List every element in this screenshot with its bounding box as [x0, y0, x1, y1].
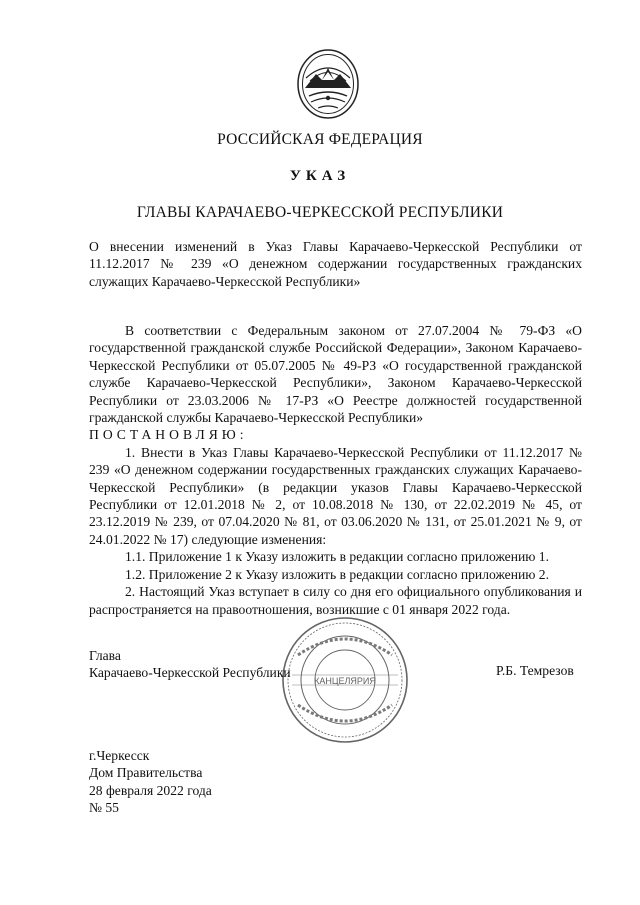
decree-item-1: 1. Внести в Указ Главы Карачаево-Черкесской Республики от 11.12.2017 № 239 «О денежном содержании государственных гражданских служащих Карачаево-Черкесской Республики» (в редакции указов Главы Карачаево-Черкесской Республики от 12.01.2018 № 2, от 10.08.2018 № 130, от 22.02.2019 № 45, от 23.12.2019 № 239, от 07.04.2020 № 81, от 03.06.2020 № 131, от 25.01.2021 № 9, от 24.01.2022 № 17) следующие изменения:	[89, 444, 582, 547]
decree-body	[89, 322, 582, 618]
issue-date: 28 февраля 2022 года	[89, 782, 212, 798]
decree-item-1-1: 1.1. Приложение 1 к Указу изложить в редакции согласно приложению 1.	[125, 549, 549, 565]
issue-building: Дом Правительства	[89, 765, 203, 781]
decree-word: ПОСТАНОВЛЯЮ:	[89, 427, 248, 443]
issue-city: г.Черкесск	[89, 748, 150, 763]
decree-item-1-2: 1.2. Приложение 2 к Указу изложить в редакции согласно приложению 2.	[125, 566, 549, 582]
issue-number: № 55	[89, 800, 119, 816]
document-type-heading: УКАЗ	[289, 168, 351, 184]
decree-item-2: 2. Настоящий Указ вступает в силу со дня его официального опубликования и распространяется на правоотношения, возникшие с 01 января 2022 года.	[89, 584, 582, 617]
preamble-paragraph: В соответствии с Федеральным законом от 27.07.2004 № 79-ФЗ «О государственной гражданской службе Российской Федерации», Законом Карачаево-Черкесской Республики от 05.07.2005 № 49-РЗ «О государственной гражданской службе Карачаево-Черкесской Республики», Законом Карачаево-Черкесской Республики от 23.03.2006 № 17-РЗ «О Реестре должностей государственной гражданской службы Карачаево-Черкесской Республики»	[89, 323, 582, 426]
issue-details	[89, 747, 212, 817]
decree-subject: О внесении изменений в Указ Главы Карачаево-Черкесской Республики от 11.12.2017 № 239 «О денежном содержании государственных гражданских служащих Карачаево-Черкесской Республики»	[89, 239, 582, 289]
issuer-heading: ГЛАВЫ КАРАЧАЕВО-ЧЕРКЕССКОЙ РЕСПУБЛИКИ	[136, 204, 504, 221]
seal-center-text: КАНЦЕЛЯРИЯ	[314, 676, 376, 686]
signatory-title	[89, 647, 291, 682]
official-seal-stamp	[280, 615, 410, 745]
country-heading: РОССИЙСКАЯ ФЕДЕРАЦИЯ	[217, 131, 423, 148]
signatory-title-line1: Глава	[89, 648, 121, 663]
signatory-title-line2: Карачаево-Черкесской Республики	[89, 665, 291, 681]
signatory-name: Р.Б. Темрезов	[496, 663, 574, 678]
coat-of-arms-emblem	[296, 48, 360, 120]
